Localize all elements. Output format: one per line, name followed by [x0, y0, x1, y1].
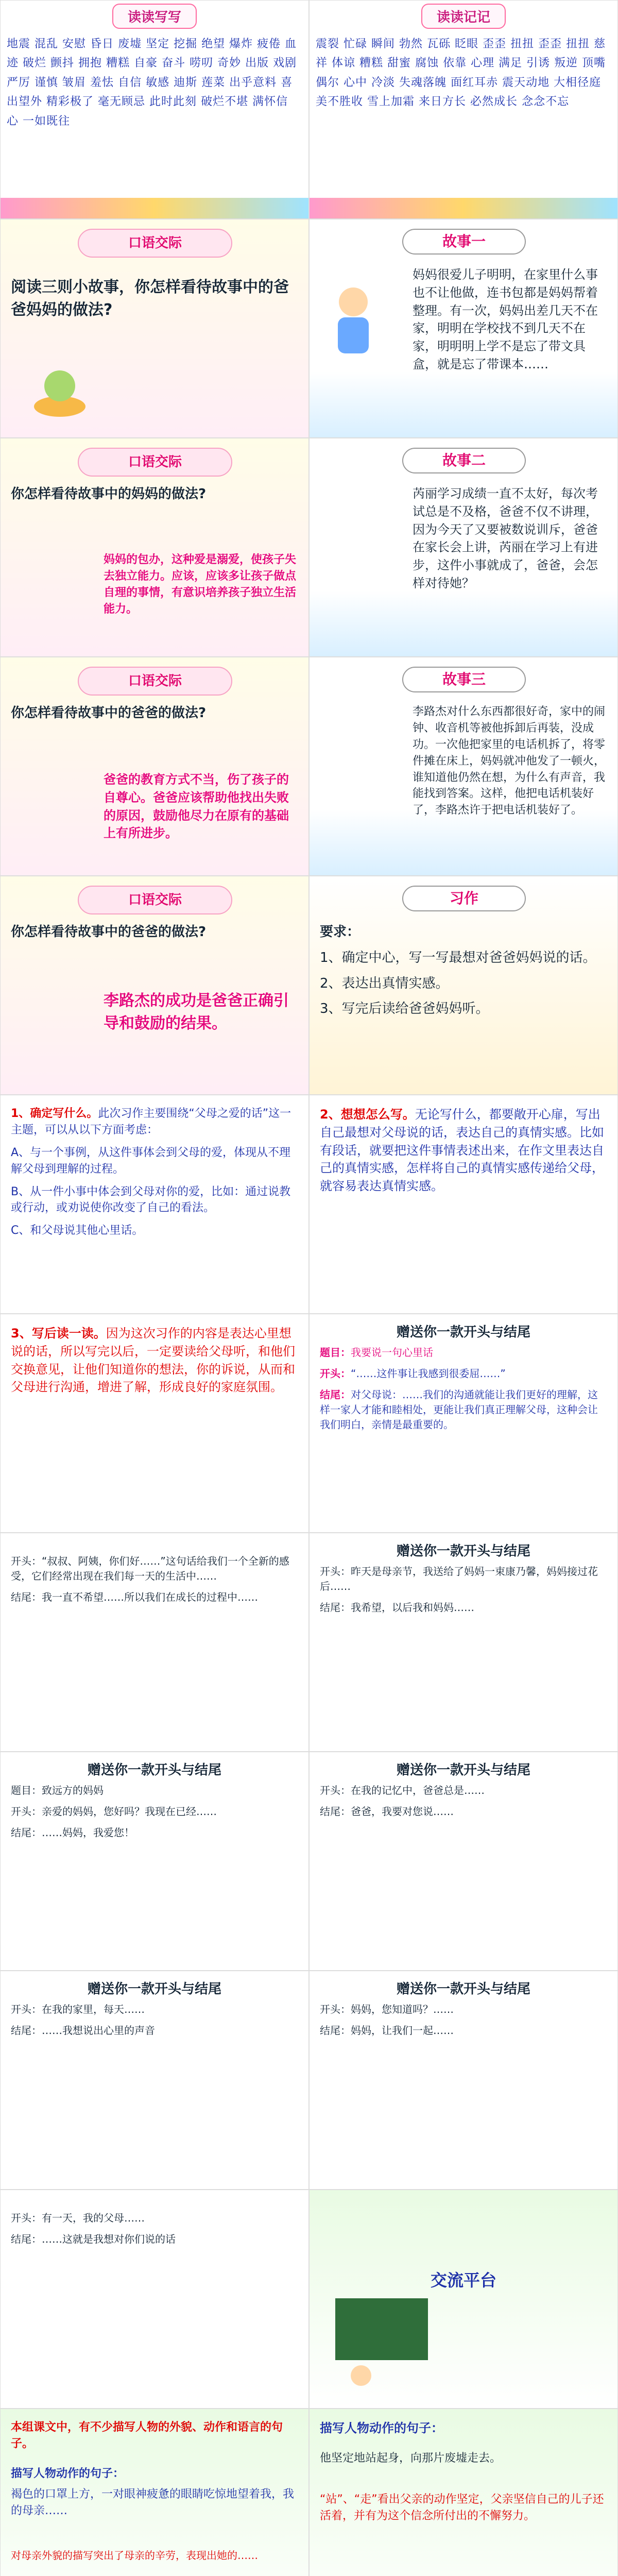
word-item: 引诱 [526, 57, 551, 70]
example-list [320, 1783, 607, 1825]
story-text: 芮丽学习成绩一直不太好，每次考试总是不及格，爸爸不仅不讲理，因为今天了又要被数说训斥，爸爸在家长会上讲，芮丽在学习上有进步，这件小事就成了，爸爸，会怎样对待她？ [413, 486, 598, 590]
tip-body: 因为这次习作的内容是表达心里想说的话，所以写完以后，一定要读给父母听，和他们交换意见，让他们知道你的想法，你的诉说，从而和父母进行沟通，增进了解，形成良好的家庭氛围。 [11, 1326, 295, 1395]
list-item [320, 1366, 607, 1381]
word-item: 毫无顾忌 [98, 95, 146, 109]
word-item: 歪歪 [483, 38, 507, 50]
word-item: 莲菜 [201, 76, 226, 89]
word-item: 拥抱 [78, 57, 102, 70]
quote-heading: 描写人物动作的句子： [11, 2467, 125, 2480]
example-list [11, 1554, 298, 1611]
word-item: 爆炸 [229, 38, 253, 50]
word-item: 美不胜收 [316, 95, 364, 109]
example-list [11, 2211, 298, 2253]
word-item: 心中 [344, 76, 368, 89]
word-item: 唠叨 [190, 57, 214, 70]
word-item: 满怀信心 [7, 95, 288, 128]
word-item: 勃然 [399, 38, 423, 50]
word-item: 顶嘴 [582, 57, 606, 70]
prompt-text: 阅读三则小故事，你怎样看待故事中的爸爸妈妈的做法? [11, 278, 289, 319]
list-item: 开头：有一天，我的父母…… [11, 2212, 145, 2224]
slide-oral-q2 [0, 657, 309, 876]
word-item: 糟糕 [359, 57, 384, 70]
word-item: 此时此刻 [149, 95, 197, 109]
slide-writing-task [309, 876, 618, 1095]
word-item: 地震 [7, 38, 31, 50]
word-item: 奇妙 [217, 57, 242, 70]
word-item: 瞬间 [371, 38, 396, 50]
slide-opening-ending-8 [0, 2190, 309, 2409]
item-tag: 开头： [320, 1367, 351, 1380]
word-list [316, 35, 611, 112]
slide-read-after [0, 1314, 309, 1533]
word-item: 敏感 [146, 76, 170, 89]
word-item: 体谅 [332, 57, 356, 70]
answer-text: 妈妈的包办，这种爱是溺爱，使孩子失去独立能力。应该，应该多让孩子做点自理的事情，有意识培养孩子独立生活能力。 [104, 553, 297, 616]
list-item: 结尾：……妈妈，我爱您！ [11, 1826, 134, 1839]
word-item: 震天动地 [502, 76, 550, 89]
slide-what-to-write [0, 1095, 309, 1314]
list-item: 开头：在我的家里，每天…… [11, 2003, 145, 2015]
example-list [320, 2002, 607, 2044]
word-item: 偶尔 [316, 76, 340, 89]
slide-title: 赠送你一款开头与结尾 [396, 1325, 530, 1340]
word-item: 戏剧 [273, 57, 297, 70]
item-tag: 结尾： [320, 1388, 351, 1401]
word-list [7, 35, 302, 131]
question-text: 你怎样看待故事中的爸爸的做法? [11, 924, 207, 940]
note-text: “站”、“走”看出父亲的动作坚定，父亲坚信自己的儿子还活着，并有为这个信念所付出的不懈努力。 [320, 2493, 604, 2522]
slide-title: 交流平台 [430, 2270, 496, 2290]
word-item: 自豪 [134, 57, 158, 70]
list-item: 1、确定中心，写一写最想对爸爸妈妈说的话。 [320, 950, 596, 965]
slide-title: 读读写写 [112, 4, 197, 29]
decorative-bar [310, 198, 617, 218]
slide-title: 口语交际 [78, 448, 232, 477]
word-item: 皱眉 [62, 76, 87, 89]
list-item: 开头：在我的记忆中，爸爸总是…… [320, 1784, 485, 1797]
item-text: B、从一件小事中体会到父母对你的爱，比如：通过说教或行动，或劝说使你改变了自己的看法。 [11, 1185, 291, 1215]
word-item: 叛逆 [554, 57, 578, 70]
word-item: 迪斯 [174, 76, 198, 89]
word-item: 安慰 [62, 38, 87, 50]
slide-read-memorize [309, 0, 618, 219]
item-tag: 题目： [320, 1346, 351, 1359]
word-item: 疲倦 [257, 38, 281, 50]
list-item: 题目：致远方的妈妈 [11, 1784, 104, 1797]
slide-opening-ending-5 [309, 1752, 618, 1971]
word-item: 绝望 [201, 38, 226, 50]
list-item: 结尾：妈妈，让我们一起…… [320, 2024, 454, 2037]
tip-text [11, 1325, 298, 1396]
list-item: 结尾：……我想说出心里的声音 [11, 2024, 155, 2037]
word-item: 严厉 [7, 76, 31, 89]
word-item: 谨慎 [35, 76, 59, 89]
requirements-list [320, 948, 607, 1025]
list-item [320, 1345, 607, 1360]
slide-opening-ending-7 [309, 1971, 618, 2190]
example-list [11, 2002, 298, 2044]
word-item: 奋斗 [162, 57, 186, 70]
word-item: 扭扭 [510, 38, 535, 50]
story-text: 妈妈很爱儿子明明，在家里什么事也不让他做，连书包都是妈妈帮着整理。有一次，妈妈出差几天不在家，明明在学校找不到几天不在家，明明明上学不是忘了带文具盒，就是忘了带课本…… [413, 267, 598, 371]
list-item: 结尾：我希望，以后我和妈妈…… [320, 1601, 474, 1614]
word-item: 腐蚀 [415, 57, 439, 70]
word-item: 颤抖 [50, 57, 75, 70]
item-text: 此次习作主要围绕“父母之爱的话”这一主题，可以从以下方面考虑： [11, 1107, 291, 1137]
list-item [320, 1106, 607, 1195]
slide-title: 故事一 [402, 229, 526, 255]
slide-opening-ending-3 [309, 1533, 618, 1752]
classroom-icon [330, 2293, 433, 2396]
list-item: 开头：“叔叔、阿姨，你们好……”这句话给我们一个全新的感受，它们经常出现在我们每一天的生活中…… [11, 1555, 289, 1582]
answer-text: 爸爸的教育方式不当，伤了孩子的自尊心。爸爸应该帮助他找出失败的原因，鼓励他尽力在原有的基础上有所进步。 [104, 772, 289, 841]
word-item: 心理 [471, 57, 495, 70]
word-item: 雪上加霜 [367, 95, 415, 109]
list-item [11, 1223, 298, 1239]
word-item: 扭扭 [566, 38, 590, 50]
word-item: 破烂 [23, 57, 47, 70]
list-item [11, 1184, 298, 1217]
word-item: 歪歪 [538, 38, 562, 50]
word-item: 念念不忘 [522, 95, 570, 109]
item-text: A、与一个事例，从这件事体会到父母的爱，体现从不理解父母到理解的过程。 [11, 1146, 291, 1176]
tips-list [320, 1106, 607, 1201]
list-item: 结尾：我一直不希望……所以我们在成长的过程中…… [11, 1591, 258, 1603]
question-text: 你怎样看待故事中的妈妈的做法? [11, 486, 207, 502]
word-item: 来日方长 [419, 95, 467, 109]
slide-story-two [309, 438, 618, 657]
word-item: 坚定 [146, 38, 170, 50]
word-item: 依靠 [443, 57, 467, 70]
word-item: 废墟 [118, 38, 142, 50]
list-item: 开头：亲爱的妈妈，您好吗？我现在已经…… [11, 1805, 217, 1818]
word-item: 必然成长 [470, 95, 518, 109]
word-item: 眨眼 [455, 38, 479, 50]
slide-title: 口语交际 [78, 229, 232, 258]
child-illustration-icon [325, 281, 382, 359]
slide-opening-ending-1 [309, 1314, 618, 1533]
item-text: “……这件事让我感到很委屈……” [351, 1367, 506, 1380]
heading-text: 描写人物动作的句子： [320, 2421, 443, 2435]
slide-how-to-write [309, 1095, 618, 1314]
item-text: 无论写什么，都要敞开心扉，写出自己最想对父母说的话，表达自己的真情实感。比如有段话，就要把这件事情表述出来，在作文里表达自己的真情实感，怎样将自己的真情实感传递给父母，就容易表达真情实感。 [320, 1107, 604, 1194]
answer-text: 李路杰的成功是爸爸正确引导和鼓励的结果。 [104, 992, 289, 1032]
story-text: 李路杰对什么东西都很好奇，家中的闹钟、收音机等被他拆卸后再装，没成功。一次他把家里的电话机拆了，将零件摊在床上，妈妈就冲他发了一顿火，谁知道他仍然在想，为什么有声音，我能找到答案。这样，他把电话机装好了，李路杰许于把电话机装好了。 [413, 705, 606, 817]
tips-list [11, 1106, 298, 1245]
slide-title: 故事二 [402, 448, 526, 473]
word-item: 失魂落魄 [399, 76, 447, 89]
list-item [11, 1106, 298, 1139]
word-item: 喜出望外 [7, 76, 293, 109]
list-item: 结尾：……这就是我想对你们说的话 [11, 2233, 176, 2245]
slide-story-three [309, 657, 618, 876]
list-item: 2、表达出真情实感。 [320, 975, 449, 991]
slide-title: 习作 [402, 886, 526, 911]
word-item: 自信 [118, 76, 142, 89]
example-text: 褐色的口罩上方，一对眼神疲惫的眼睛吃惊地望着我，我的母亲…… [11, 2488, 295, 2517]
requirements-heading: 要求： [320, 924, 360, 940]
word-item: 满足 [499, 57, 523, 70]
slide-description-2 [309, 2409, 618, 2576]
slide-exchange-platform [309, 2190, 618, 2409]
slide-read-write [0, 0, 309, 219]
word-item: 面红耳赤 [451, 76, 499, 89]
list-item [320, 1387, 607, 1432]
list-item: 3、写完后读给爸爸妈妈听。 [320, 1001, 489, 1017]
slide-title: 赠送你一款开头与结尾 [396, 1762, 530, 1778]
word-item: 糟糕 [106, 57, 130, 70]
word-item: 血迹 [7, 38, 297, 70]
item-lead: 2、想想怎么写。 [320, 1107, 415, 1122]
list-item: 开头：妈妈，您知道吗？…… [320, 2003, 454, 2015]
slide-title: 赠送你一款开头与结尾 [396, 1544, 530, 1559]
example-list [11, 1783, 298, 1846]
word-item: 甜蜜 [387, 57, 411, 70]
word-item: 羞怯 [90, 76, 114, 89]
question-text: 你怎样看待故事中的爸爸的做法? [11, 705, 207, 721]
example-list [320, 1345, 607, 1438]
word-item: 出乎意料 [229, 76, 277, 89]
slide-title: 赠送你一款开头与结尾 [87, 1762, 221, 1778]
word-item: 混乱 [35, 38, 59, 50]
word-item: 慈祥 [316, 38, 606, 70]
word-item: 大相径庭 [554, 76, 602, 89]
list-item [11, 1145, 298, 1178]
slide-title: 口语交际 [78, 667, 232, 696]
bowl-icon [31, 350, 88, 427]
slide-opening-ending-6 [0, 1971, 309, 2190]
word-item: 昏日 [90, 38, 114, 50]
slide-oral-intro [0, 219, 309, 438]
list-item: 结尾：爸爸，我要对您说…… [320, 1805, 454, 1818]
slide-title: 赠送你一款开头与结尾 [87, 1981, 221, 1997]
item-lead: 1、确定写什么。 [11, 1107, 98, 1120]
item-text: 我要说一句心里话 [351, 1346, 433, 1359]
word-item: 冷淡 [371, 76, 396, 89]
slide-title: 口语交际 [78, 886, 232, 914]
list-item: 开头：昨天是母亲节，我送给了妈妈一束康乃馨，妈妈接过花后…… [320, 1565, 598, 1592]
word-item: 精彩极了 [46, 95, 94, 109]
item-text: C、和父母说其他心里话。 [11, 1224, 144, 1238]
tip-lead: 3、写后读一读。 [11, 1326, 106, 1341]
decorative-bar [1, 198, 308, 218]
slide-opening-ending-4 [0, 1752, 309, 1971]
word-item: 破烂不堪 [201, 95, 249, 109]
slide-oral-q1 [0, 438, 309, 657]
word-item: 震裂 [316, 38, 340, 50]
example-text: 他坚定地站起身，向那片废墟走去。 [320, 2452, 502, 2465]
slide-description-1 [0, 2409, 309, 2576]
word-item: 挖掘 [174, 38, 198, 50]
example-list [320, 1564, 607, 1621]
slide-story-one [309, 219, 618, 438]
word-item: 一如既往 [23, 114, 71, 128]
slide-opening-ending-2 [0, 1533, 309, 1752]
heading-text: 本组课文中，有不少描写人物的外貌、动作和语言的句子。 [11, 2421, 283, 2450]
word-item: 瓦砾 [427, 38, 451, 50]
slide-title: 故事三 [402, 667, 526, 692]
word-item: 忙碌 [344, 38, 368, 50]
slide-oral-q3 [0, 876, 309, 1095]
slide-title: 赠送你一款开头与结尾 [396, 1981, 530, 1997]
note-text: 对母亲外貌的描写突出了母亲的辛劳，表现出她的…… [11, 2549, 258, 2562]
word-item: 出版 [245, 57, 269, 70]
slide-title: 读读记记 [421, 4, 506, 29]
item-text: 对父母说：……我们的沟通就能让我们更好的理解，这样一家人才能和睦相处，更能让我们真正理解父母，这种会让我们明白，亲情是最重要的。 [320, 1388, 598, 1431]
